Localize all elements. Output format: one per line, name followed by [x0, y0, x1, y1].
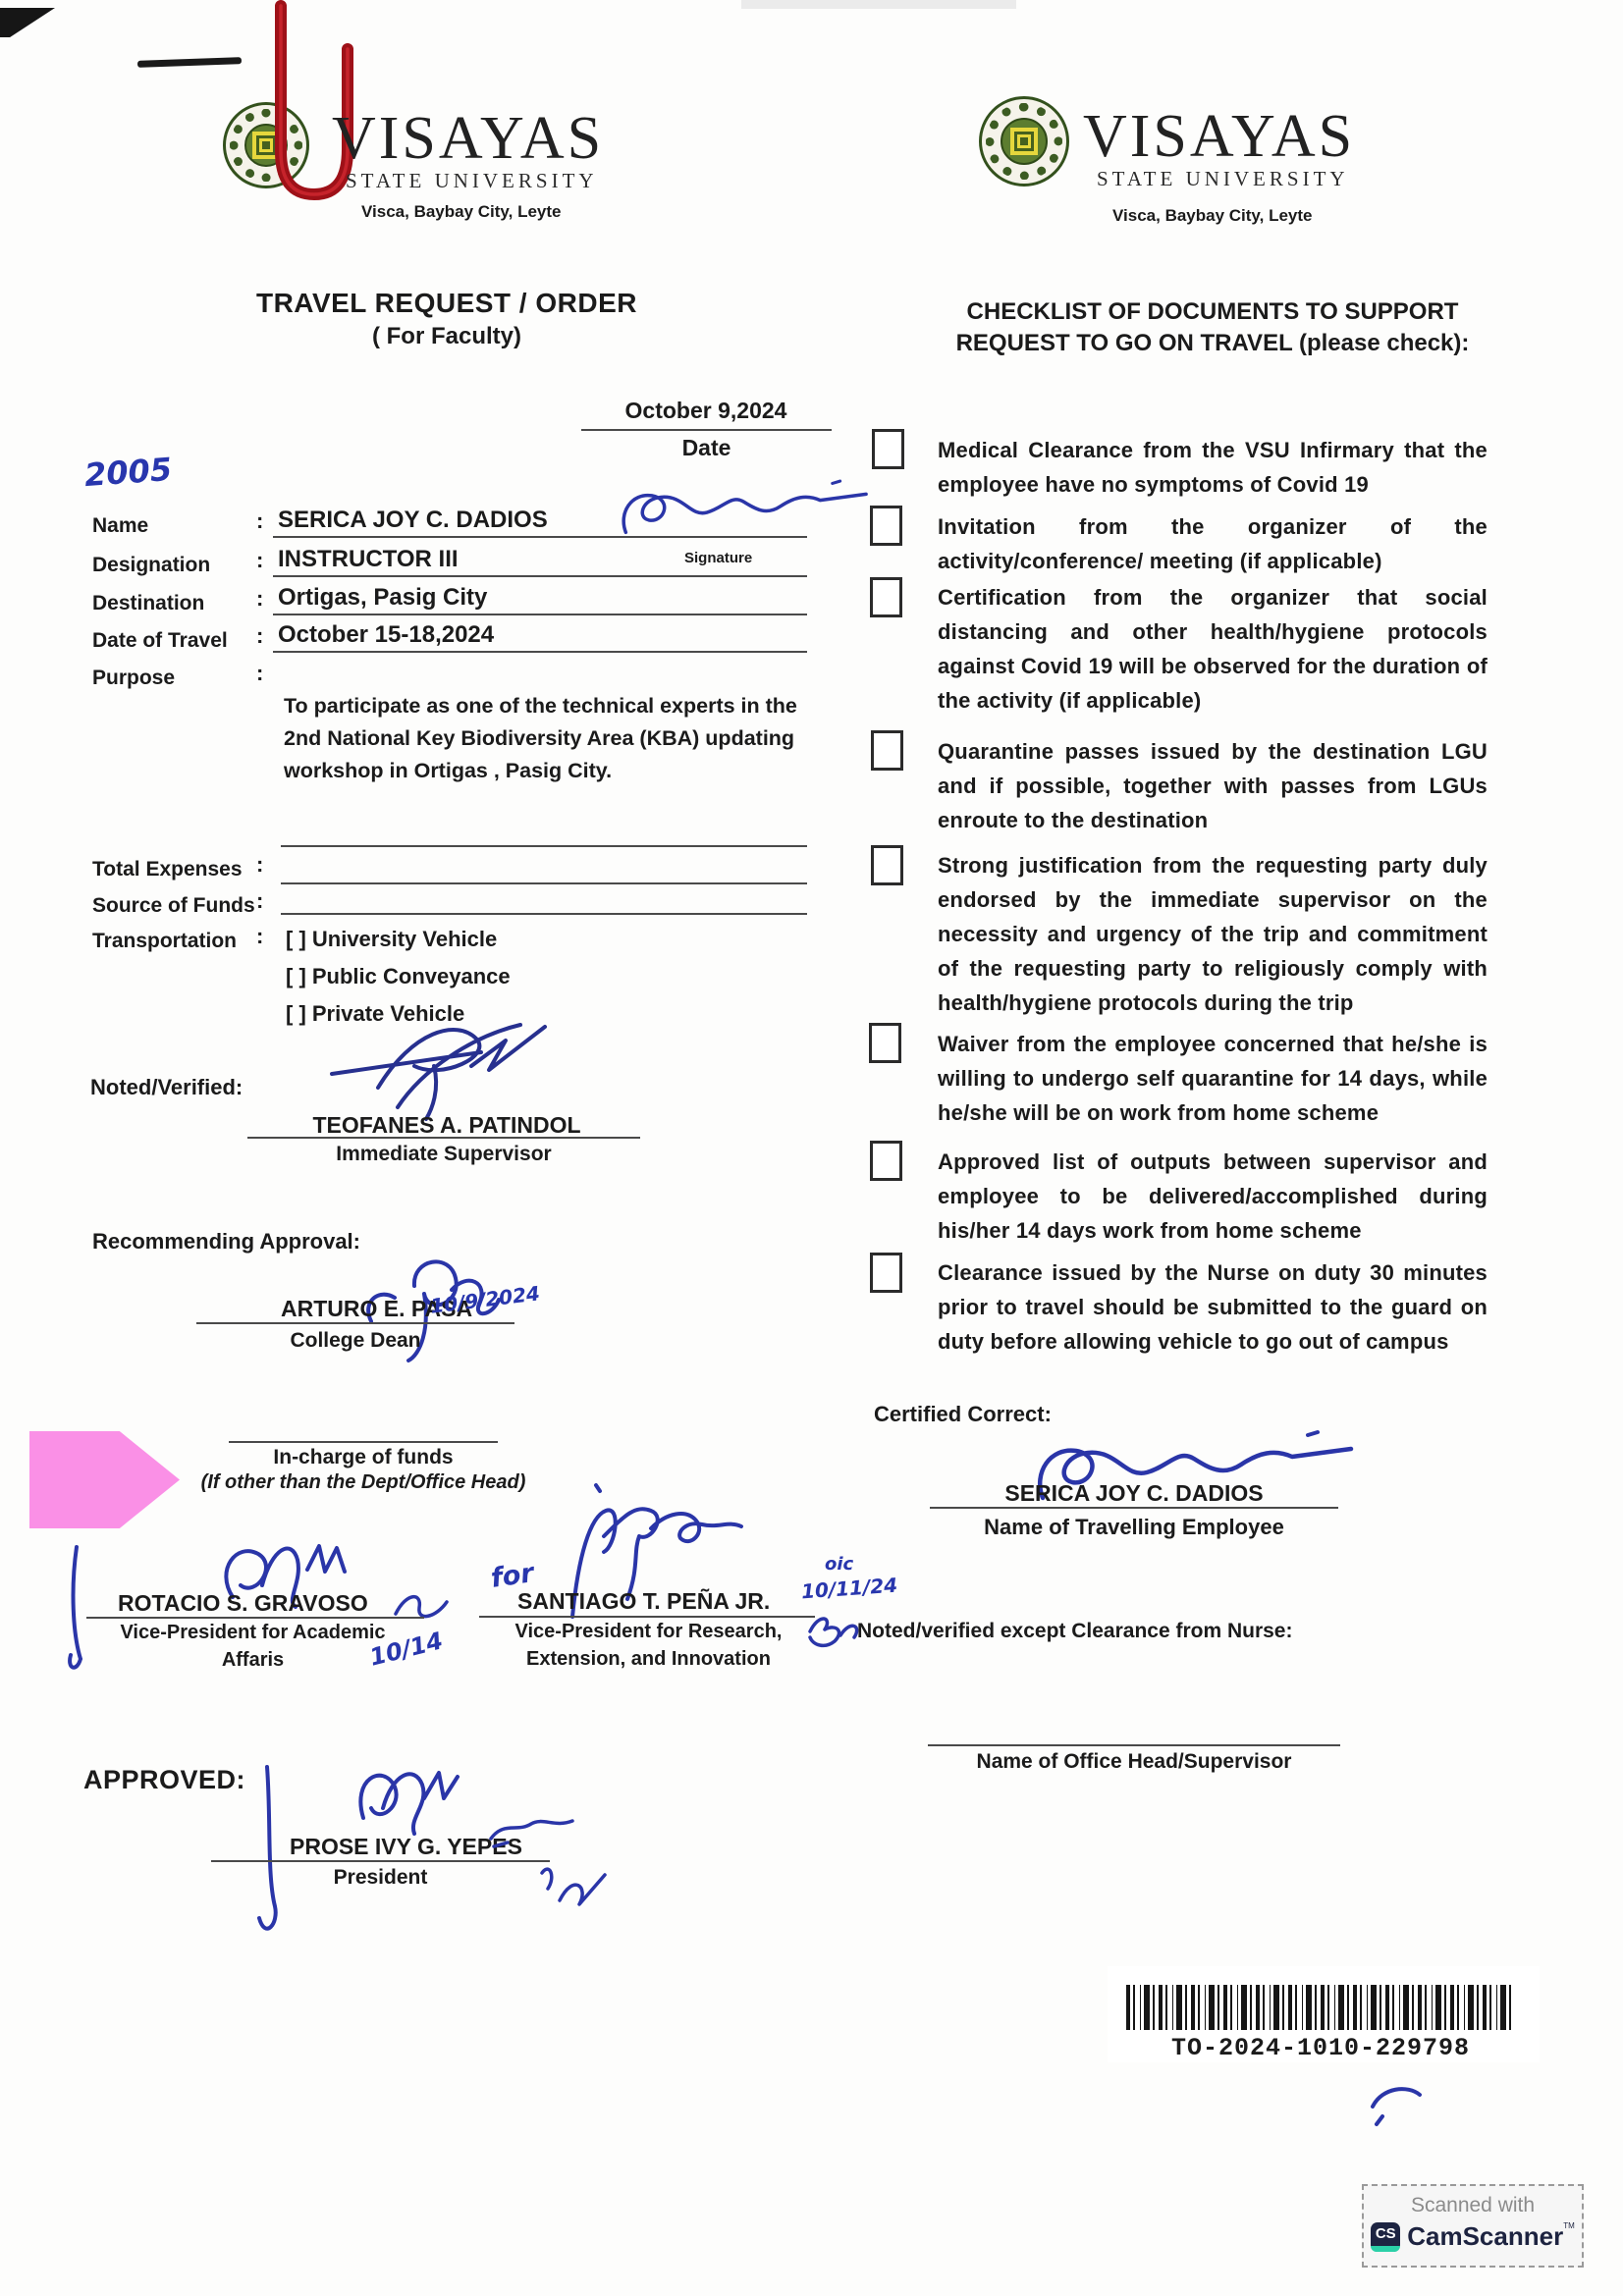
president-handwritten-note — [486, 1811, 579, 1855]
total-expenses-line — [281, 857, 807, 884]
barcode-text: TO-2024-1010-229798 — [1170, 2034, 1471, 2062]
university-sub-left: STATE UNIVERSITY — [346, 169, 598, 192]
camscanner-icon-text: CS — [1375, 2224, 1396, 2242]
scan-line-artifact — [137, 57, 242, 68]
transport-option-private: [ ] Private Vehicle — [286, 1001, 465, 1026]
designation-label: Designation — [92, 554, 211, 576]
scan-corner-artifact — [0, 8, 55, 37]
approved-label: APPROVED: — [83, 1765, 246, 1794]
vp-research-name: SANTIAGO T. PEÑA JR. — [517, 1588, 771, 1614]
office-head-label: Name of Office Head/Supervisor — [976, 1750, 1292, 1773]
barcode — [1126, 1985, 1515, 2030]
vp-academic-handwritten-date: 10/14 — [366, 1627, 446, 1672]
dean-handwritten-date: 10/9/2024 — [428, 1281, 542, 1318]
supervisor-title: Immediate Supervisor — [336, 1143, 552, 1165]
dean-line — [196, 1299, 514, 1324]
vp-academic-name: ROTACIO S. GRAVOSO — [118, 1590, 368, 1616]
source-of-funds-line — [281, 887, 807, 915]
destination-line — [273, 586, 807, 615]
purpose-label: Purpose — [92, 667, 176, 689]
designation-value: INSTRUCTOR III — [278, 546, 459, 572]
destination-colon: : — [256, 586, 264, 611]
handwritten-ref-number: 2005 — [82, 450, 174, 495]
camscanner-tm: TM — [1563, 2221, 1575, 2230]
transportation-label: Transportation — [92, 930, 238, 952]
noted-verified-label: Noted/Verified: — [90, 1075, 243, 1099]
vp-research-oic-note: oic — [825, 1554, 854, 1575]
camscanner-badge — [1362, 2184, 1584, 2268]
travel-date-line — [273, 623, 807, 653]
recommending-approval-label: Recommending Approval: — [92, 1229, 360, 1254]
president-handwritten-date — [530, 1857, 614, 1921]
request-date-value: October 9,2024 — [624, 398, 787, 423]
certified-correct-label: Certified Correct: — [874, 1402, 1052, 1426]
vp-research-title-2: Extension, and Innovation — [526, 1648, 771, 1670]
source-of-funds-label: Source of Funds — [92, 894, 255, 917]
camscanner-icon — [1371, 2222, 1400, 2252]
seal-center-emblem — [1010, 128, 1038, 155]
vp-research-line — [479, 1592, 815, 1618]
travelling-employee-name: SERICA JOY C. DADIOS — [1004, 1480, 1264, 1506]
noted-except-nurse-label: Noted/verified except Clearance from Nurse: — [857, 1620, 1293, 1642]
travelling-employee-label: Name of Travelling Employee — [984, 1515, 1284, 1539]
vsu-seal-right — [979, 96, 1069, 187]
university-address-right: Visca, Baybay City, Leyte — [1112, 206, 1313, 225]
purpose-colon: : — [256, 661, 264, 685]
designation-colon: : — [256, 548, 264, 572]
stray-pen-mark — [1365, 2079, 1426, 2126]
name-value: SERICA JOY C. DADIOS — [278, 507, 548, 533]
checklist-item: Clearance issued by the Nurse on duty 30 minutes prior to travel should be submitted to the guard on duty before allowing vehicle to go out of campus — [938, 1260, 1488, 1354]
name-colon: : — [256, 508, 264, 533]
checklist-title-line1: CHECKLIST OF DOCUMENTS TO SUPPORT — [966, 298, 1459, 325]
total-expenses-label: Total Expenses — [92, 858, 243, 881]
supervisor-line — [247, 1115, 640, 1139]
university-name-left: VISAYAS — [332, 105, 605, 172]
university-address-left: Visca, Baybay City, Leyte — [361, 202, 562, 221]
checklist-item: Invitation from the organizer of the activity/conference/ meeting (if applicable) — [938, 514, 1488, 573]
request-date-line — [581, 403, 832, 431]
university-sub-right: STATE UNIVERSITY — [1097, 167, 1349, 190]
vp-research-title-1: Vice-President for Research, — [514, 1621, 783, 1642]
request-date-label: Date — [681, 435, 731, 460]
checkbox-invitation — [870, 506, 902, 546]
president-name: PROSE IVY G. YEPES — [290, 1834, 522, 1859]
dean-name: ARTURO E. PASA — [281, 1296, 473, 1321]
vp-research-for-note: for — [489, 1558, 536, 1594]
signature-label: Signature — [684, 550, 753, 566]
total-expenses-colon: : — [256, 852, 264, 877]
incharge-line — [229, 1417, 498, 1443]
supervisor-signature — [324, 1009, 565, 1122]
checklist-item: Waiver from the employee concerned that he/she is willing to undergo self quarantine for 14 days, while he/she will be on work from home scheme — [938, 1032, 1488, 1125]
dean-title: College Dean — [290, 1329, 421, 1352]
name-label: Name — [92, 514, 149, 537]
employee-signature — [617, 459, 877, 562]
checkbox-waiver — [869, 1023, 901, 1063]
supervisor-name: TEOFANES A. PATINDOL — [312, 1112, 581, 1138]
vp-research-handwritten-date: 10/11/24 — [800, 1573, 898, 1604]
transport-option-university: [ ] University Vehicle — [286, 927, 498, 951]
incharge-title: In-charge of funds — [273, 1446, 454, 1468]
vp-academic-title-1: Vice-President for Academic — [120, 1622, 386, 1643]
president-title: President — [333, 1866, 428, 1889]
checklist-item: Medical Clearance from the VSU Infirmary that the employee have no symptoms of Covid 19 — [938, 438, 1488, 497]
office-head-line — [928, 1721, 1340, 1746]
pink-highlight-arrow — [29, 1431, 180, 1528]
university-name-right: VISAYAS — [1083, 103, 1356, 170]
checkbox-nurse-clearance — [870, 1253, 902, 1293]
checkbox-medical-clearance — [872, 429, 904, 469]
scanned-with-label: Scanned with — [1410, 2194, 1536, 2216]
checkbox-strong-justification — [871, 845, 903, 885]
checkbox-approved-outputs — [870, 1141, 902, 1181]
form-subtitle: ( For Faculty) — [371, 323, 521, 349]
checkbox-quarantine-passes — [871, 730, 903, 771]
checkbox-certification — [870, 577, 902, 617]
checklist-item: Strong justification from the requesting party duly endorsed by the immediate supervisor on the necessity and urgency of the trip and commitment of the requesting party to religiously comply with health/hygiene protocols during the trip — [938, 853, 1488, 1015]
travelling-employee-line — [930, 1483, 1338, 1509]
travel-date-value: October 15-18,2024 — [278, 621, 495, 648]
checklist-item: Approved list of outputs between supervisor and employee to be delivered/accomplished during his/her 14 days work from home scheme — [938, 1149, 1488, 1243]
incharge-note: (If other than the Dept/Office Head) — [200, 1471, 526, 1493]
travel-date-label: Date of Travel — [92, 629, 228, 652]
blank-line-1 — [281, 820, 807, 847]
vp-academic-line — [86, 1593, 424, 1619]
destination-label: Destination — [92, 592, 205, 614]
checklist-item: Certification from the organizer that social distancing and other health/hygiene protocols against Covid 19 will be observed for the duration of the activity (if applicable) — [938, 585, 1488, 713]
scan-smudge — [741, 0, 1016, 9]
form-title: TRAVEL REQUEST / ORDER — [255, 288, 637, 318]
transport-option-public: [ ] Public Conveyance — [286, 964, 511, 988]
destination-value: Ortigas, Pasig City — [278, 584, 488, 611]
checklist-title-line2: REQUEST TO GO ON TRAVEL (please check): — [955, 330, 1470, 356]
transportation-colon: : — [256, 924, 264, 948]
purpose-text: To participate as one of the technical experts in the 2nd National Key Biodiversity Area (KBA) updating workshop in Ortigas , Pasig City. — [284, 694, 797, 782]
checklist-item: Quarantine passes issued by the destination LGU and if possible, together with passes from LGUs enroute to the destination — [938, 739, 1488, 832]
camscanner-name: CamScanner — [1407, 2221, 1564, 2251]
vp-academic-title-2: Affaris — [221, 1649, 285, 1671]
travel-date-colon: : — [256, 623, 264, 648]
source-of-funds-colon: : — [256, 888, 264, 913]
